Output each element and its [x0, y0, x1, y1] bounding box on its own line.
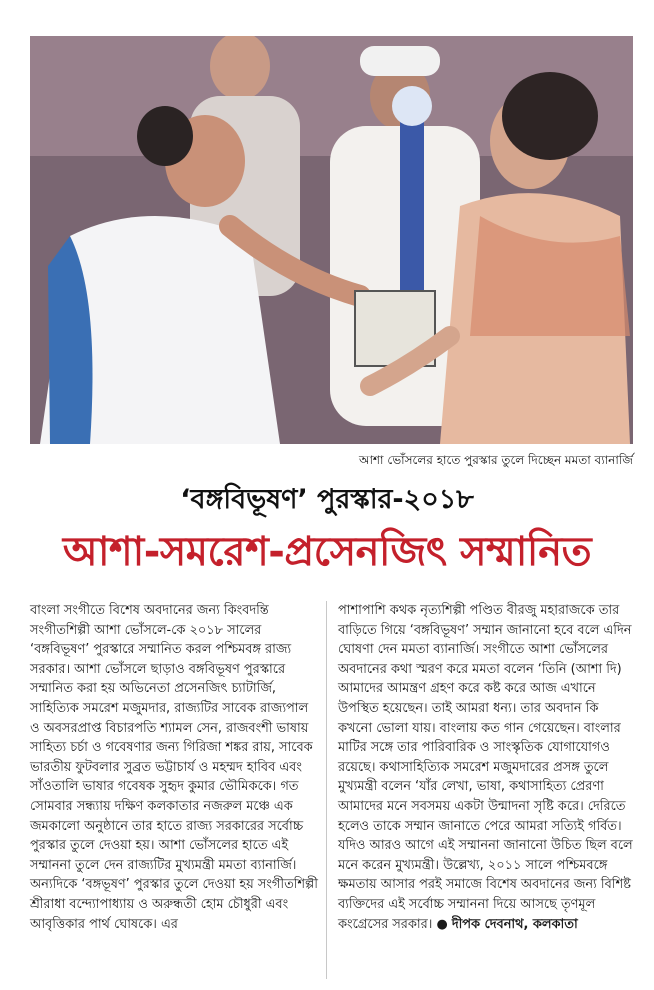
article-headline: আশা-সমরেশ-প্রসেনজিৎ সম্মানিত — [62, 529, 592, 575]
byline-bullet-icon: ● — [436, 916, 448, 932]
photo-caption: আশা ভোঁসলের হাতে পুরস্কার তুলে দিচ্ছেন মমতা ব্যানার্জি — [358, 453, 633, 467]
article-photo — [30, 36, 633, 444]
award-ceremony-illustration — [30, 36, 633, 444]
column-divider — [326, 601, 327, 979]
paragraph: অন্যদিকে ‘বঙ্গভূষণ’ পুরস্কার তুলে দেওয়া হয় সংগীতশিল্পী শ্রীরাধা বন্দ্যোপাধ্যায় ও অরুন্ধতী হোম চৌধুরী এবং আবৃত্তিকার পার্থ ঘোষকে। এর — [30, 877, 318, 932]
paragraph: বাংলা সংগীতে বিশেষ অবদানের জন্য কিংবদন্তি সংগীতশিল্পী আশা ভোঁসলে-কে ২০১৮ সালের ‘বঙ্গবিভূষণ’ পুরস্কারে সম্মানিত করল পশ্চিমবঙ্গ রাজ্য সরকার। আশা ভোঁসলে ছাড়াও বঙ্গবিভূষণ পুরস্কারে সম্মানিত করা হয় অভিনেতা প্রসেনজিৎ চ্যাটার্জি, সাহিত্যিক সমরেশ মজুমদার, রাজ্যটির সাবেক রাজ্যপাল ও অবসরপ্রাপ্ত বিচারপতি শ্যামল সেন, রাজবংশী ভাষায় সাহিত্য চর্চা ও গবেষণার জন্য গিরিজা শঙ্কর রায়, সাবেক ভারতীয় ফুটবলার সুব্রত ভট্টাচার্য ও মহম্মদ হাবিব এবং সাঁওতালি ভাষার গবেষক সুহৃদ কুমার ভৌমিককে। গত সোমবার সন্ধ্যায় দক্ষিণ কলকাতার নজরুল মঞ্চে এক জমকালো অনুষ্ঠানে তার হাতে রাজ্য সরকারের সর্বোচ্চ পুরস্কার তুলে দেওয়া হয়। আশা ভোঁসলের হাতে এই সম্মাননা তুলে দেন রাজ্যটির মুখ্যমন্ত্রী মমতা ব্যানার্জি। — [30, 603, 313, 873]
paragraph-text: পাশাপাশি কথক নৃত্যশিল্পী পণ্ডিত বীরজু মহারাজকে তার বাড়িতে গিয়ে ‘বঙ্গবিভূষণ’ সম্মান জানানো হবে বলে এদিন ঘোষণা দেন মমতা ব্যানার্জি। সংগীতে আশা ভোঁসলের অবদানের কথা স্মরণ করে মমতা বলেন ‘তিনি (আশা দি) আমাদের আমন্ত্রণ গ্রহণ করে কষ্ট করে আজ এখানে উপস্থিত হয়েছেন। তাই আমরা ধন্য। তার অবদান কি কখনো ভোলা যায়। বাংলায় কত গান গেয়েছেন। বাংলার মাটির সঙ্গে তার পারিবারিক ও সাংস্কৃতিক যোগাযোগও রয়েছে। কথাসাহিত্যিক সমরেশ মজুমদারের প্রসঙ্গ তুলে মুখ্যমন্ত্রী বলেন ‘যাঁর লেখা, ভাষা, কথাসাহিত্য প্রেরণা আমাদের মনে সবসময় একটা উন্মাদনা সৃষ্টি করে। দেরিতে হলেও তাকে সম্মান জানাতে পেরে আমরা সত্যিই গর্বিত। যদিও আরও আগে এই সম্মাননা জানানো উচিত ছিল বলে মনে করেন মুখ্যমন্ত্রী। উল্লেখ্য, ২০১১ সালে পশ্চিমবঙ্গে ক্ষমতায় আসার পরই সমাজে বিশেষ অবদানের জন্য বিশিষ্ট ব্যক্তিদের এই সর্বোচ্চ সম্মাননা দিয়ে আসছে তৃণমূল কংগ্রেসের সরকার। — [338, 603, 633, 932]
paragraph — [338, 601, 634, 934]
article-kicker: ‘বঙ্গবিভূষণ’ পুরস্কার-২০১৮ — [180, 484, 474, 515]
article-column-right — [338, 601, 634, 934]
article-column-left — [30, 601, 318, 934]
byline: দীপক দেবনাথ, কলকাতা — [451, 916, 578, 932]
